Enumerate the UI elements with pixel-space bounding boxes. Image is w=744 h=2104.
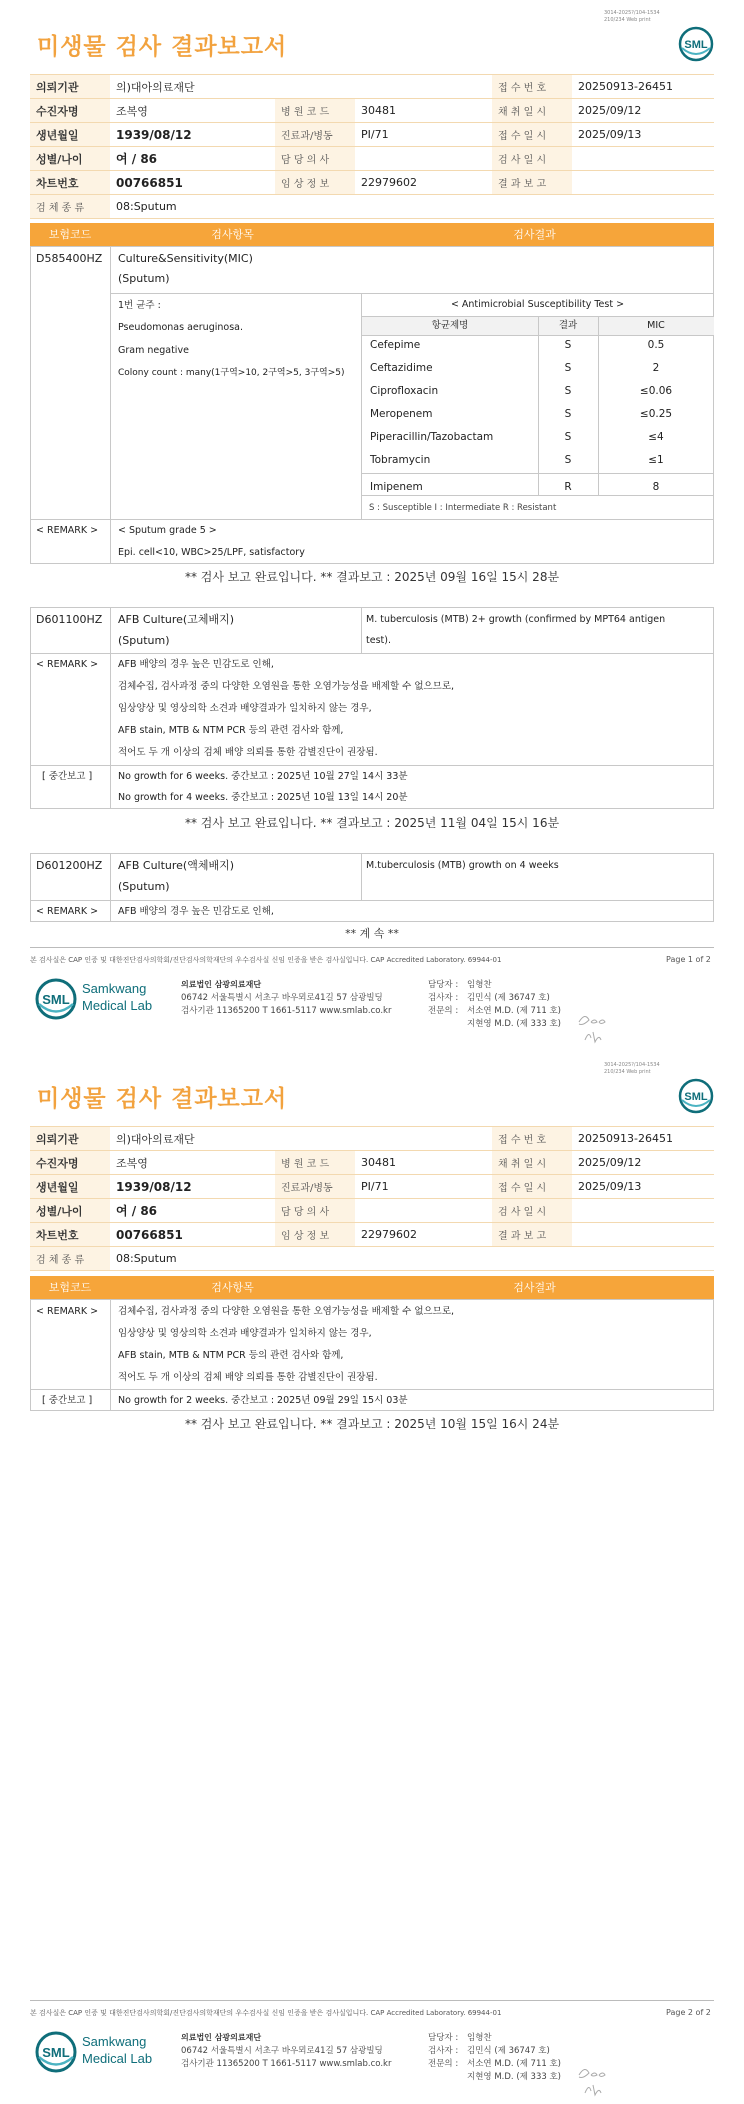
receipt-date-value: 2025/09/13 <box>572 1175 714 1199</box>
hospital-code-label: 병 원 코 드 <box>275 99 355 123</box>
doctor-value <box>355 1199 492 1223</box>
test2-remark-line: AFB 배양의 경우 높은 민감도로 인해, <box>118 659 274 670</box>
collect-date-label: 채 취 일 시 <box>492 1151 572 1175</box>
isolate-label: 1번 균주 : <box>118 300 161 311</box>
receipt-date-label: 접 수 일 시 <box>492 123 572 147</box>
p2-interim-line: No growth for 2 weeks. 중간보고 : 2025년 09월 29일 15시 03분 <box>118 1395 408 1406</box>
ast-result: R <box>564 481 572 493</box>
collect-date-value: 2025/09/12 <box>572 99 714 123</box>
test3-result: M.tuberculosis (MTB) growth on 4 weeks <box>366 860 559 871</box>
manager-name: 임형찬 <box>467 980 492 990</box>
clinical-info-value: 22979602 <box>355 1223 492 1247</box>
test2-specimen: (Sputum) <box>118 634 170 647</box>
chart-no-value: 00766851 <box>110 1223 275 1247</box>
ast-result: S <box>564 408 572 420</box>
org-address: 06742 서울특별시 서초구 바우뫼로41길 57 삼광빌딩 <box>181 993 383 1003</box>
test2-remark-line: 검체수집, 검사과정 중의 다양한 오염원을 통한 오염가능성을 배제할 수 없으므로, <box>118 681 455 692</box>
colony-count: Colony count : many(1구역>10, 2구역>5, 3구역>5) <box>118 368 345 378</box>
receipt-date-label: 접 수 일 시 <box>492 1175 572 1199</box>
specialist-label: 전문의 : <box>428 2059 459 2069</box>
test2-name: AFB Culture(고체배지) <box>118 613 235 626</box>
manager-label: 담당자 : <box>428 980 459 990</box>
manager-label: 담당자 : <box>428 2033 459 2043</box>
dept-value: PI/71 <box>355 1175 492 1199</box>
ast-drug-name: Ceftazidime <box>370 362 433 374</box>
test1-remark-line2: Epi. cell<10, WBC>25/LPF, satisfactory <box>118 547 305 558</box>
receipt-no-value: 20250913-26451 <box>572 75 714 99</box>
test2-remark-line: 적어도 두 개 이상의 검체 배양 의뢰를 통한 감별진단이 권장됨. <box>118 747 378 758</box>
org-name: 의료법인 삼광의료재단 <box>181 2033 262 2042</box>
ast-row <box>362 404 714 426</box>
ast-result: S <box>564 362 572 374</box>
hospital-code-value: 30481 <box>355 99 492 123</box>
top-code: 3014-2025?/104-1534 210/234 Web print <box>604 1062 660 1075</box>
doctor-label: 담 당 의 사 <box>275 147 355 171</box>
test1-code: D585400HZ <box>36 252 103 265</box>
ast-result: S <box>564 431 572 443</box>
ast-row <box>362 381 714 403</box>
specialist-name-1: 서소연 M.D. (제 711 호) <box>467 1006 562 1016</box>
test-date-label: 검 사 일 시 <box>492 147 572 171</box>
p2-remark-line: 적어도 두 개 이상의 검체 배양 의뢰를 통한 감별진단이 권장됨. <box>118 1372 378 1383</box>
p2-interim-label: [ 중간보고 ] <box>42 1395 93 1406</box>
ast-drug-name: Cefepime <box>370 339 421 351</box>
certification-note: 본 검사실은 CAP 인증 및 대한진단검사의학회/진단검사의학재단의 우수검사실 신임 인증을 받은 검사실입니다. CAP Accredited Laboratory. 69944-01 <box>30 956 502 964</box>
lab-info: 검사기관 11365200 T 1661-5117 www.smlab.co.kr <box>181 1006 392 1016</box>
ast-row <box>362 335 714 357</box>
collect-date-label: 채 취 일 시 <box>492 99 572 123</box>
ast-title: < Antimicrobial Susceptibility Test > <box>450 299 625 310</box>
patient-info-table <box>30 74 714 219</box>
test2-remark-label: < REMARK > <box>36 659 99 670</box>
svg-text:SML: SML <box>684 1091 708 1103</box>
test-date-value <box>572 147 714 171</box>
result-column-header: 검사결과 <box>513 1281 556 1294</box>
test3-code: D601200HZ <box>36 859 103 872</box>
ast-drug-name: Imipenem <box>370 481 423 493</box>
ast-mic: ≤0.25 <box>639 408 673 420</box>
sex-age-value: 여 / 86 <box>110 1199 275 1223</box>
receipt-date-value: 2025/09/13 <box>572 123 714 147</box>
test1-report-done: ** 검사 보고 완료입니다. ** 결과보고 : 2025년 09월 16일 15시 28분 <box>184 570 560 584</box>
org-name: 의료법인 삼광의료재단 <box>181 980 262 989</box>
item-column-header: 검사항목 <box>211 1281 254 1294</box>
specialist-name-2: 지현영 M.D. (제 333 호) <box>467 1019 562 1029</box>
hospital-code-label: 병 원 코 드 <box>275 1151 355 1175</box>
dob-label: 생년월일 <box>30 1175 110 1199</box>
ast-row <box>362 427 714 449</box>
specimen-value: 08:Sputum <box>110 195 714 219</box>
doctor-value <box>355 147 492 171</box>
signature-image <box>575 2063 615 2099</box>
test3-remark-line: AFB 배양의 경우 높은 민감도로 인해, <box>118 906 274 917</box>
hospital-code-value: 30481 <box>355 1151 492 1175</box>
ast-mic: 8 <box>652 481 660 493</box>
specimen-label: 검 체 종 류 <box>30 1247 110 1271</box>
examiner-name: 김민식 (제 36747 호) <box>467 993 550 1003</box>
organism-name: Pseudomonas aeruginosa. <box>118 322 243 333</box>
ast-drug-name: Ciprofloxacin <box>370 385 439 397</box>
client-label: 의뢰기관 <box>30 1127 110 1151</box>
report-title: 미생물 검사 결과보고서 <box>37 34 288 60</box>
ast-mic: ≤0.06 <box>639 385 673 397</box>
test2-code: D601100HZ <box>36 613 103 626</box>
logo-name-line1: Samkwang <box>82 981 147 996</box>
test1-name: Culture&Sensitivity(MIC) <box>118 252 253 265</box>
client-label: 의뢰기관 <box>30 75 110 99</box>
gram-stain: Gram negative <box>118 345 189 356</box>
chart-no-label: 차트번호 <box>30 171 110 195</box>
sex-age-label: 성별/나이 <box>30 147 110 171</box>
ast-drug-name: Tobramycin <box>370 454 431 466</box>
logo-name-line2: Medical Lab <box>82 2051 153 2066</box>
specialist-name-2: 지현영 M.D. (제 333 호) <box>467 2072 562 2082</box>
patient-label: 수진자명 <box>30 1151 110 1175</box>
result-report-label: 결 과 보 고 <box>492 171 572 195</box>
test2-interim-label: [ 중간보고 ] <box>42 771 93 782</box>
ast-table <box>361 293 714 519</box>
test1-remark-label: < REMARK > <box>36 525 99 536</box>
ast-legend: S : Susceptible I : Intermediate R : Resistant <box>369 503 557 513</box>
signature-image <box>575 1010 615 1046</box>
test2-remark-line: AFB stain, MTB & NTM PCR 등의 관련 검사와 함께, <box>118 725 344 736</box>
test2-interim-line2: No growth for 4 weeks. 중간보고 : 2025년 10월 13일 14시 20분 <box>118 792 408 803</box>
sex-age-value: 여 / 86 <box>110 147 275 171</box>
result-report-value <box>572 1223 714 1247</box>
specialist-label: 전문의 : <box>428 1006 459 1016</box>
p2-remark-line: 검체수집, 검사과정 중의 다양한 오염원을 통한 오염가능성을 배제할 수 없으므로, <box>118 1306 455 1317</box>
dob-value: 1939/08/12 <box>110 1175 275 1199</box>
dept-label: 진료과/병동 <box>275 1175 355 1199</box>
samkwang-logo <box>34 2030 174 2076</box>
client-value: 의)대아의료재단 <box>110 1127 492 1151</box>
ast-row <box>362 358 714 380</box>
dept-value: PI/71 <box>355 123 492 147</box>
code-column-header: 보험코드 <box>48 228 92 241</box>
chart-no-value: 00766851 <box>110 171 275 195</box>
ast-mic: ≤1 <box>648 454 664 466</box>
ast-row <box>362 450 714 472</box>
result-report-value <box>572 171 714 195</box>
specialist-name-1: 서소연 M.D. (제 711 호) <box>467 2059 562 2069</box>
sml-logo-icon <box>34 2030 78 2074</box>
clinical-info-value: 22979602 <box>355 171 492 195</box>
ast-header-row: 항균제명 결과 MIC <box>362 316 714 336</box>
test3-name: AFB Culture(액체배지) <box>118 859 235 872</box>
svg-text:SML: SML <box>42 992 70 1007</box>
specimen-value: 08:Sputum <box>110 1247 714 1271</box>
top-code: 3014-2025?/104-1534 210/234 Web print <box>604 10 660 23</box>
svg-text:SML: SML <box>42 2045 70 2060</box>
result-column-header: 검사결과 <box>513 228 556 241</box>
ast-mic: ≤4 <box>648 431 664 443</box>
report-page-2 <box>0 1052 744 2104</box>
receipt-no-value: 20250913-26451 <box>572 1127 714 1151</box>
p2-remark-line: 임상양상 및 영상의학 소견과 배양결과가 일치하지 않는 경우, <box>118 1328 372 1339</box>
clinical-info-label: 임 상 정 보 <box>275 1223 355 1247</box>
test1-remark-line1: < Sputum grade 5 > <box>118 525 217 536</box>
dept-label: 진료과/병동 <box>275 123 355 147</box>
examiner-label: 검사자 : <box>428 993 459 1003</box>
continued-marker: ** 계 속 ** <box>345 927 399 940</box>
chart-no-label: 차트번호 <box>30 1223 110 1247</box>
results-header <box>30 1276 714 1299</box>
org-address: 06742 서울특별시 서초구 바우뫼로41길 57 삼광빌딩 <box>181 2046 383 2056</box>
sml-logo-icon <box>678 26 714 62</box>
manager-name: 임형찬 <box>467 2033 492 2043</box>
lab-info: 검사기관 11365200 T 1661-5117 www.smlab.co.kr <box>181 2059 392 2069</box>
test-date-value <box>572 1199 714 1223</box>
test2-report-done: ** 검사 보고 완료입니다. ** 결과보고 : 2025년 11월 04일 15시 16분 <box>184 816 560 830</box>
item-column-header: 검사항목 <box>211 228 254 241</box>
test2-remark-line: 임상양상 및 영상의학 소견과 배양결과가 일치하지 않는 경우, <box>118 703 372 714</box>
collect-date-value: 2025/09/12 <box>572 1151 714 1175</box>
dob-label: 생년월일 <box>30 123 110 147</box>
code-column-header: 보험코드 <box>48 1281 92 1294</box>
test2-result-line2: test). <box>366 635 391 646</box>
page-number: Page 1 of 2 <box>666 955 711 964</box>
logo-name-line2: Medical Lab <box>82 998 153 1013</box>
examiner-label: 검사자 : <box>428 2046 459 2056</box>
ast-result: S <box>564 385 572 397</box>
dob-value: 1939/08/12 <box>110 123 275 147</box>
test-date-label: 검 사 일 시 <box>492 1199 572 1223</box>
ast-mic: 2 <box>652 362 660 374</box>
test2-interim-line1: No growth for 6 weeks. 중간보고 : 2025년 10월 27일 14시 33분 <box>118 771 408 782</box>
patient-name: 조복영 <box>110 99 275 123</box>
sml-logo-icon <box>678 1078 714 1114</box>
certification-note: 본 검사실은 CAP 인증 및 대한진단검사의학회/진단검사의학재단의 우수검사실 신임 인증을 받은 검사실입니다. CAP Accredited Laboratory. 69944-01 <box>30 2009 502 2017</box>
patient-label: 수진자명 <box>30 99 110 123</box>
ast-result: S <box>564 339 572 351</box>
p2-remark-line: AFB stain, MTB & NTM PCR 등의 관련 검사와 함께, <box>118 1350 344 1361</box>
doctor-label: 담 당 의 사 <box>275 1199 355 1223</box>
ast-mic: 0.5 <box>647 339 665 351</box>
test3-specimen: (Sputum) <box>118 880 170 893</box>
ast-drug-name: Piperacillin/Tazobactam <box>370 431 494 443</box>
svg-text:SML: SML <box>684 39 708 51</box>
sex-age-label: 성별/나이 <box>30 1199 110 1223</box>
test1-specimen: (Sputum) <box>118 272 170 285</box>
samkwang-logo <box>34 977 174 1023</box>
p2-report-done: ** 검사 보고 완료입니다. ** 결과보고 : 2025년 10월 15일 16시 24분 <box>184 1417 560 1431</box>
p2-remark-label: < REMARK > <box>36 1306 99 1317</box>
page-number: Page 2 of 2 <box>666 2008 711 2017</box>
result-report-label: 결 과 보 고 <box>492 1223 572 1247</box>
ast-drug-name: Meropenem <box>370 408 433 420</box>
examiner-name: 김민식 (제 36747 호) <box>467 2046 550 2056</box>
ast-result: S <box>564 454 572 466</box>
patient-name: 조복영 <box>110 1151 275 1175</box>
results-header <box>30 223 714 246</box>
client-value: 의)대아의료재단 <box>110 75 492 99</box>
clinical-info-label: 임 상 정 보 <box>275 171 355 195</box>
test3-remark-label: < REMARK > <box>36 906 99 917</box>
logo-name-line1: Samkwang <box>82 2034 147 2049</box>
specimen-label: 검 체 종 류 <box>30 195 110 219</box>
test2-result-line1: M. tuberculosis (MTB) 2+ growth (confirmed by MPT64 antigen <box>366 614 666 625</box>
receipt-no-label: 접 수 번 호 <box>492 75 572 99</box>
report-title: 미생물 검사 결과보고서 <box>37 1086 288 1112</box>
receipt-no-label: 접 수 번 호 <box>492 1127 572 1151</box>
sml-logo-icon <box>34 977 78 1021</box>
patient-info-table <box>30 1126 714 1271</box>
